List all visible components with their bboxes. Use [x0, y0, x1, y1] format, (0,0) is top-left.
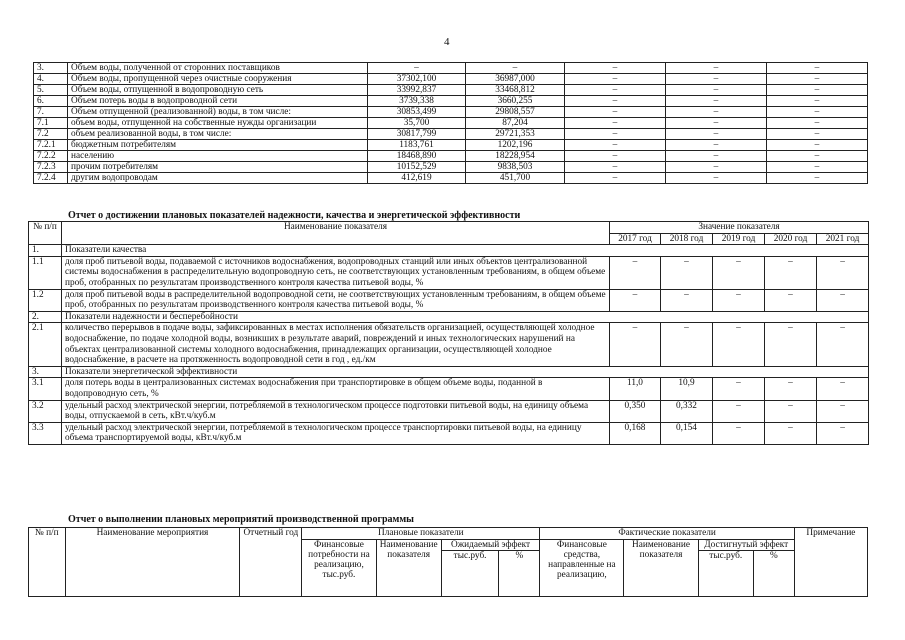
- indicator-value: –: [765, 378, 817, 400]
- cell-num: 7.2.4: [34, 173, 68, 184]
- cell-v2: 87,204: [466, 118, 565, 129]
- indicator-value: 0,350: [610, 400, 661, 422]
- table-row: [34, 151, 868, 162]
- indicator-name: количество перерывов в подаче воды, зафиксированных в местах исполнения обязательств организацией, осуществляющей холодное водоснабжение, по подаче холодной воды, возникших в результате аварий, повреждений и иных технологических нарушений на объектах централизованной системы холодного водоснабжения, принадлежащих организации, осуществляющей холодное водоснабжение, в расчете на протяженность водопроводной сети в год , ед./км: [62, 323, 610, 366]
- cell-v3: –: [565, 74, 666, 85]
- cell-name: населению: [68, 151, 368, 162]
- cell-num: 4.: [34, 74, 68, 85]
- cell-v5: –: [767, 96, 868, 107]
- cell-num: 7.2.2: [34, 151, 68, 162]
- actual-header: Фактические показатели: [540, 528, 795, 540]
- indicator-name: доля потерь воды в централизованных системах водоснабжения при транспортировке в общем объеме воды, поданной в водопроводную сеть, %: [62, 378, 610, 400]
- cell-v5: –: [767, 74, 868, 85]
- indicator-value: –: [713, 289, 765, 311]
- indicator-value: –: [765, 422, 817, 444]
- cell-v4: –: [666, 173, 767, 184]
- section-row: [29, 311, 869, 323]
- section-row: [29, 245, 869, 257]
- cell-v5: –: [767, 162, 868, 173]
- cell-v2: 9838,503: [466, 162, 565, 173]
- cell-v2: 29808,557: [466, 107, 565, 118]
- indicator-value: –: [817, 378, 869, 400]
- indicator-name: доля проб питьевой воды в распределительной водопроводной сети, не соответствующих установленным требованиям, в общем объеме проб, отобранных по результатам производственного контроля качества питьевой воды, %: [62, 289, 610, 311]
- cell-v1: 35,700: [368, 118, 466, 129]
- cell-v4: –: [666, 162, 767, 173]
- indicator-value: –: [765, 256, 817, 289]
- col-value-header: Значение показателя: [610, 222, 869, 234]
- table-row: [34, 129, 868, 140]
- cell-v1: 30853,499: [368, 107, 466, 118]
- plan-effect-header: Ожидаемый эффект: [441, 539, 540, 551]
- table-row: [29, 289, 869, 311]
- indicator-value: 11,0: [610, 378, 661, 400]
- row-number: 1.2: [29, 289, 62, 311]
- table-row: [34, 118, 868, 129]
- indicator-value: –: [661, 323, 713, 366]
- cell-name: объем воды, отпущенной на собственные нужды организации: [68, 118, 368, 129]
- section-heading: Показатели качества: [62, 245, 869, 257]
- cell-v3: –: [565, 118, 666, 129]
- cell-v5: –: [767, 140, 868, 151]
- cell-v3: –: [565, 85, 666, 96]
- indicator-value: 10,9: [661, 378, 713, 400]
- cell-v5: –: [767, 173, 868, 184]
- indicator-value: –: [817, 323, 869, 366]
- indicator-value: –: [713, 422, 765, 444]
- table-row: [29, 422, 869, 444]
- col-num-header: № п/п: [29, 222, 62, 245]
- table-row: [29, 323, 869, 366]
- table-row: [34, 74, 868, 85]
- cell-num: 7.2.3: [34, 162, 68, 173]
- water-volume-table: [33, 62, 868, 184]
- cell-num: 7.2.1: [34, 140, 68, 151]
- cell-v2: –: [466, 63, 565, 74]
- cell-v2: 18228,954: [466, 151, 565, 162]
- cell-num: 7.: [34, 107, 68, 118]
- cell-v1: 30817,799: [368, 129, 466, 140]
- indicator-value: 0,154: [661, 422, 713, 444]
- cell-v1: 3739,338: [368, 96, 466, 107]
- cell-v1: 37302,100: [368, 74, 466, 85]
- actual-effect-pct-header: %: [753, 551, 794, 597]
- page-number: 4: [444, 36, 450, 48]
- water-volume-table-body: [34, 63, 868, 184]
- indicator-name: доля проб питьевой воды, подаваемой с источников водоснабжения, водопроводных станций или иных объектов централизованной системы водоснабжения в распределительную водопроводную сеть, не соответствующих установленным требованиям, в общем объеме проб, отобранных по результатам производственного контроля качества питьевой воды, %: [62, 256, 610, 289]
- cell-name: Объем воды, отпущенной в водопроводную сеть: [68, 85, 368, 96]
- actual-indicator-header: Наименование показателя: [624, 539, 698, 597]
- cell-v5: –: [767, 85, 868, 96]
- indicator-value: –: [661, 256, 713, 289]
- row-number: 1.1: [29, 256, 62, 289]
- measure-num-header: № п/п: [29, 528, 66, 597]
- row-number: 1.: [29, 245, 62, 257]
- col-name-header: Наименование показателя: [62, 222, 610, 245]
- table-row: [29, 256, 869, 289]
- cell-v2: 3660,255: [466, 96, 565, 107]
- actual-finance-header: Финансовые средства, направленные на реализацию,: [540, 539, 624, 597]
- cell-v3: –: [565, 63, 666, 74]
- indicator-value: 0,168: [610, 422, 661, 444]
- table-row: [34, 107, 868, 118]
- cell-name: Объем воды, полученной от сторонних поставщиков: [68, 63, 368, 74]
- indicator-value: –: [817, 400, 869, 422]
- section-row: [29, 366, 869, 378]
- indicator-value: –: [817, 256, 869, 289]
- cell-num: 7.1: [34, 118, 68, 129]
- indicator-value: –: [765, 289, 817, 311]
- row-number: 3.1: [29, 378, 62, 400]
- indicator-value: –: [713, 400, 765, 422]
- row-number: 2.1: [29, 323, 62, 366]
- cell-v4: –: [666, 140, 767, 151]
- table-row: [34, 85, 868, 96]
- row-number: 3.3: [29, 422, 62, 444]
- cell-name: бюджетным потребителям: [68, 140, 368, 151]
- actual-effect-rub-header: тыс.руб.: [698, 551, 753, 597]
- table-row: [29, 378, 869, 400]
- cell-v3: –: [565, 173, 666, 184]
- cell-v4: –: [666, 151, 767, 162]
- cell-v5: –: [767, 118, 868, 129]
- cell-name: Объем отпущенной (реализованной) воды, в том числе:: [68, 107, 368, 118]
- cell-name: Объем воды, пропущенной через очистные сооружения: [68, 74, 368, 85]
- cell-v4: –: [666, 96, 767, 107]
- table-row: [34, 63, 868, 74]
- year-header: 2018 год: [661, 233, 713, 245]
- cell-v4: –: [666, 74, 767, 85]
- year-header: 2019 год: [713, 233, 765, 245]
- section-heading: Показатели энергетической эффективности: [62, 366, 869, 378]
- table-row: [29, 400, 869, 422]
- cell-v2: 451,700: [466, 173, 565, 184]
- indicator-value: –: [610, 256, 661, 289]
- cell-v3: –: [565, 140, 666, 151]
- indicator-value: –: [713, 256, 765, 289]
- year-header: 2017 год: [610, 233, 661, 245]
- row-number: 3.2: [29, 400, 62, 422]
- cell-v4: –: [666, 118, 767, 129]
- cell-v3: –: [565, 96, 666, 107]
- plan-effect-pct-header: %: [499, 551, 540, 597]
- planned-header: Плановые показатели: [302, 528, 540, 540]
- actual-effect-header: Достигнутый эффект: [698, 539, 794, 551]
- section-heading: Показатели надежности и бесперебойности: [62, 311, 869, 323]
- cell-v3: –: [565, 107, 666, 118]
- indicator-value: –: [610, 289, 661, 311]
- plan-finance-header: Финансовые потребности на реализацию, тыс.руб.: [302, 539, 376, 597]
- indicators-table: [28, 221, 869, 445]
- section2-title: Отчет о достижении плановых показателей надежности, качества и энергетической эффективности: [68, 210, 521, 221]
- cell-v1: 1183,761: [368, 140, 466, 151]
- cell-v3: –: [565, 162, 666, 173]
- indicator-value: –: [713, 378, 765, 400]
- cell-name: другим водопроводам: [68, 173, 368, 184]
- report-year-header: Отчетный год: [240, 528, 302, 597]
- cell-v5: –: [767, 151, 868, 162]
- cell-v4: –: [666, 107, 767, 118]
- indicator-value: –: [765, 400, 817, 422]
- cell-num: 3.: [34, 63, 68, 74]
- cell-v2: 1202,196: [466, 140, 565, 151]
- measures-table: [28, 527, 868, 597]
- indicator-value: –: [713, 323, 765, 366]
- indicator-value: –: [661, 289, 713, 311]
- indicator-value: –: [817, 422, 869, 444]
- plan-indicator-header: Наименование показателя: [376, 539, 441, 597]
- cell-v5: –: [767, 107, 868, 118]
- row-number: 3.: [29, 366, 62, 378]
- cell-num: 5.: [34, 85, 68, 96]
- year-header: 2021 год: [817, 233, 869, 245]
- cell-v4: –: [666, 63, 767, 74]
- cell-v2: 36987,000: [466, 74, 565, 85]
- cell-name: объем реализованной воды, в том числе:: [68, 129, 368, 140]
- cell-v3: –: [565, 151, 666, 162]
- cell-v3: –: [565, 129, 666, 140]
- cell-v1: 18468,890: [368, 151, 466, 162]
- indicator-value: –: [610, 323, 661, 366]
- section3-title: Отчет о выполнении плановых мероприятий производственной программы: [68, 514, 414, 525]
- cell-v4: –: [666, 129, 767, 140]
- indicator-value: –: [765, 323, 817, 366]
- table-row: [34, 140, 868, 151]
- table-row: [34, 96, 868, 107]
- cell-v1: –: [368, 63, 466, 74]
- note-header: Примечание: [794, 528, 867, 597]
- cell-name: Объем потерь воды в водопроводной сети: [68, 96, 368, 107]
- table-row: [34, 162, 868, 173]
- cell-v5: –: [767, 63, 868, 74]
- cell-num: 6.: [34, 96, 68, 107]
- cell-name: прочим потребителям: [68, 162, 368, 173]
- cell-v4: –: [666, 85, 767, 96]
- cell-v1: 412,619: [368, 173, 466, 184]
- plan-effect-rub-header: тыс.руб.: [441, 551, 499, 597]
- indicator-value: –: [817, 289, 869, 311]
- indicator-name: удельный расход электрической энергии, потребляемой в технологическом процессе транспортировки питьевой воды, на единицу объема транспортируемой воды, кВт.ч/куб.м: [62, 422, 610, 444]
- cell-v5: –: [767, 129, 868, 140]
- cell-v1: 10152,529: [368, 162, 466, 173]
- indicator-name: удельный расход электрической энергии, потребляемой в технологическом процессе подготовки питьевой воды, на единицу объема воды, отпускаемой в сеть, кВт.ч/куб.м: [62, 400, 610, 422]
- indicators-table-body: [29, 245, 869, 445]
- cell-v2: 33468,812: [466, 85, 565, 96]
- indicator-value: 0,332: [661, 400, 713, 422]
- table-row: [34, 173, 868, 184]
- cell-v2: 29721,353: [466, 129, 565, 140]
- cell-num: 7.2: [34, 129, 68, 140]
- cell-v1: 33992,837: [368, 85, 466, 96]
- measure-name-header: Наименование мероприятия: [65, 528, 240, 597]
- year-header: 2020 год: [765, 233, 817, 245]
- row-number: 2.: [29, 311, 62, 323]
